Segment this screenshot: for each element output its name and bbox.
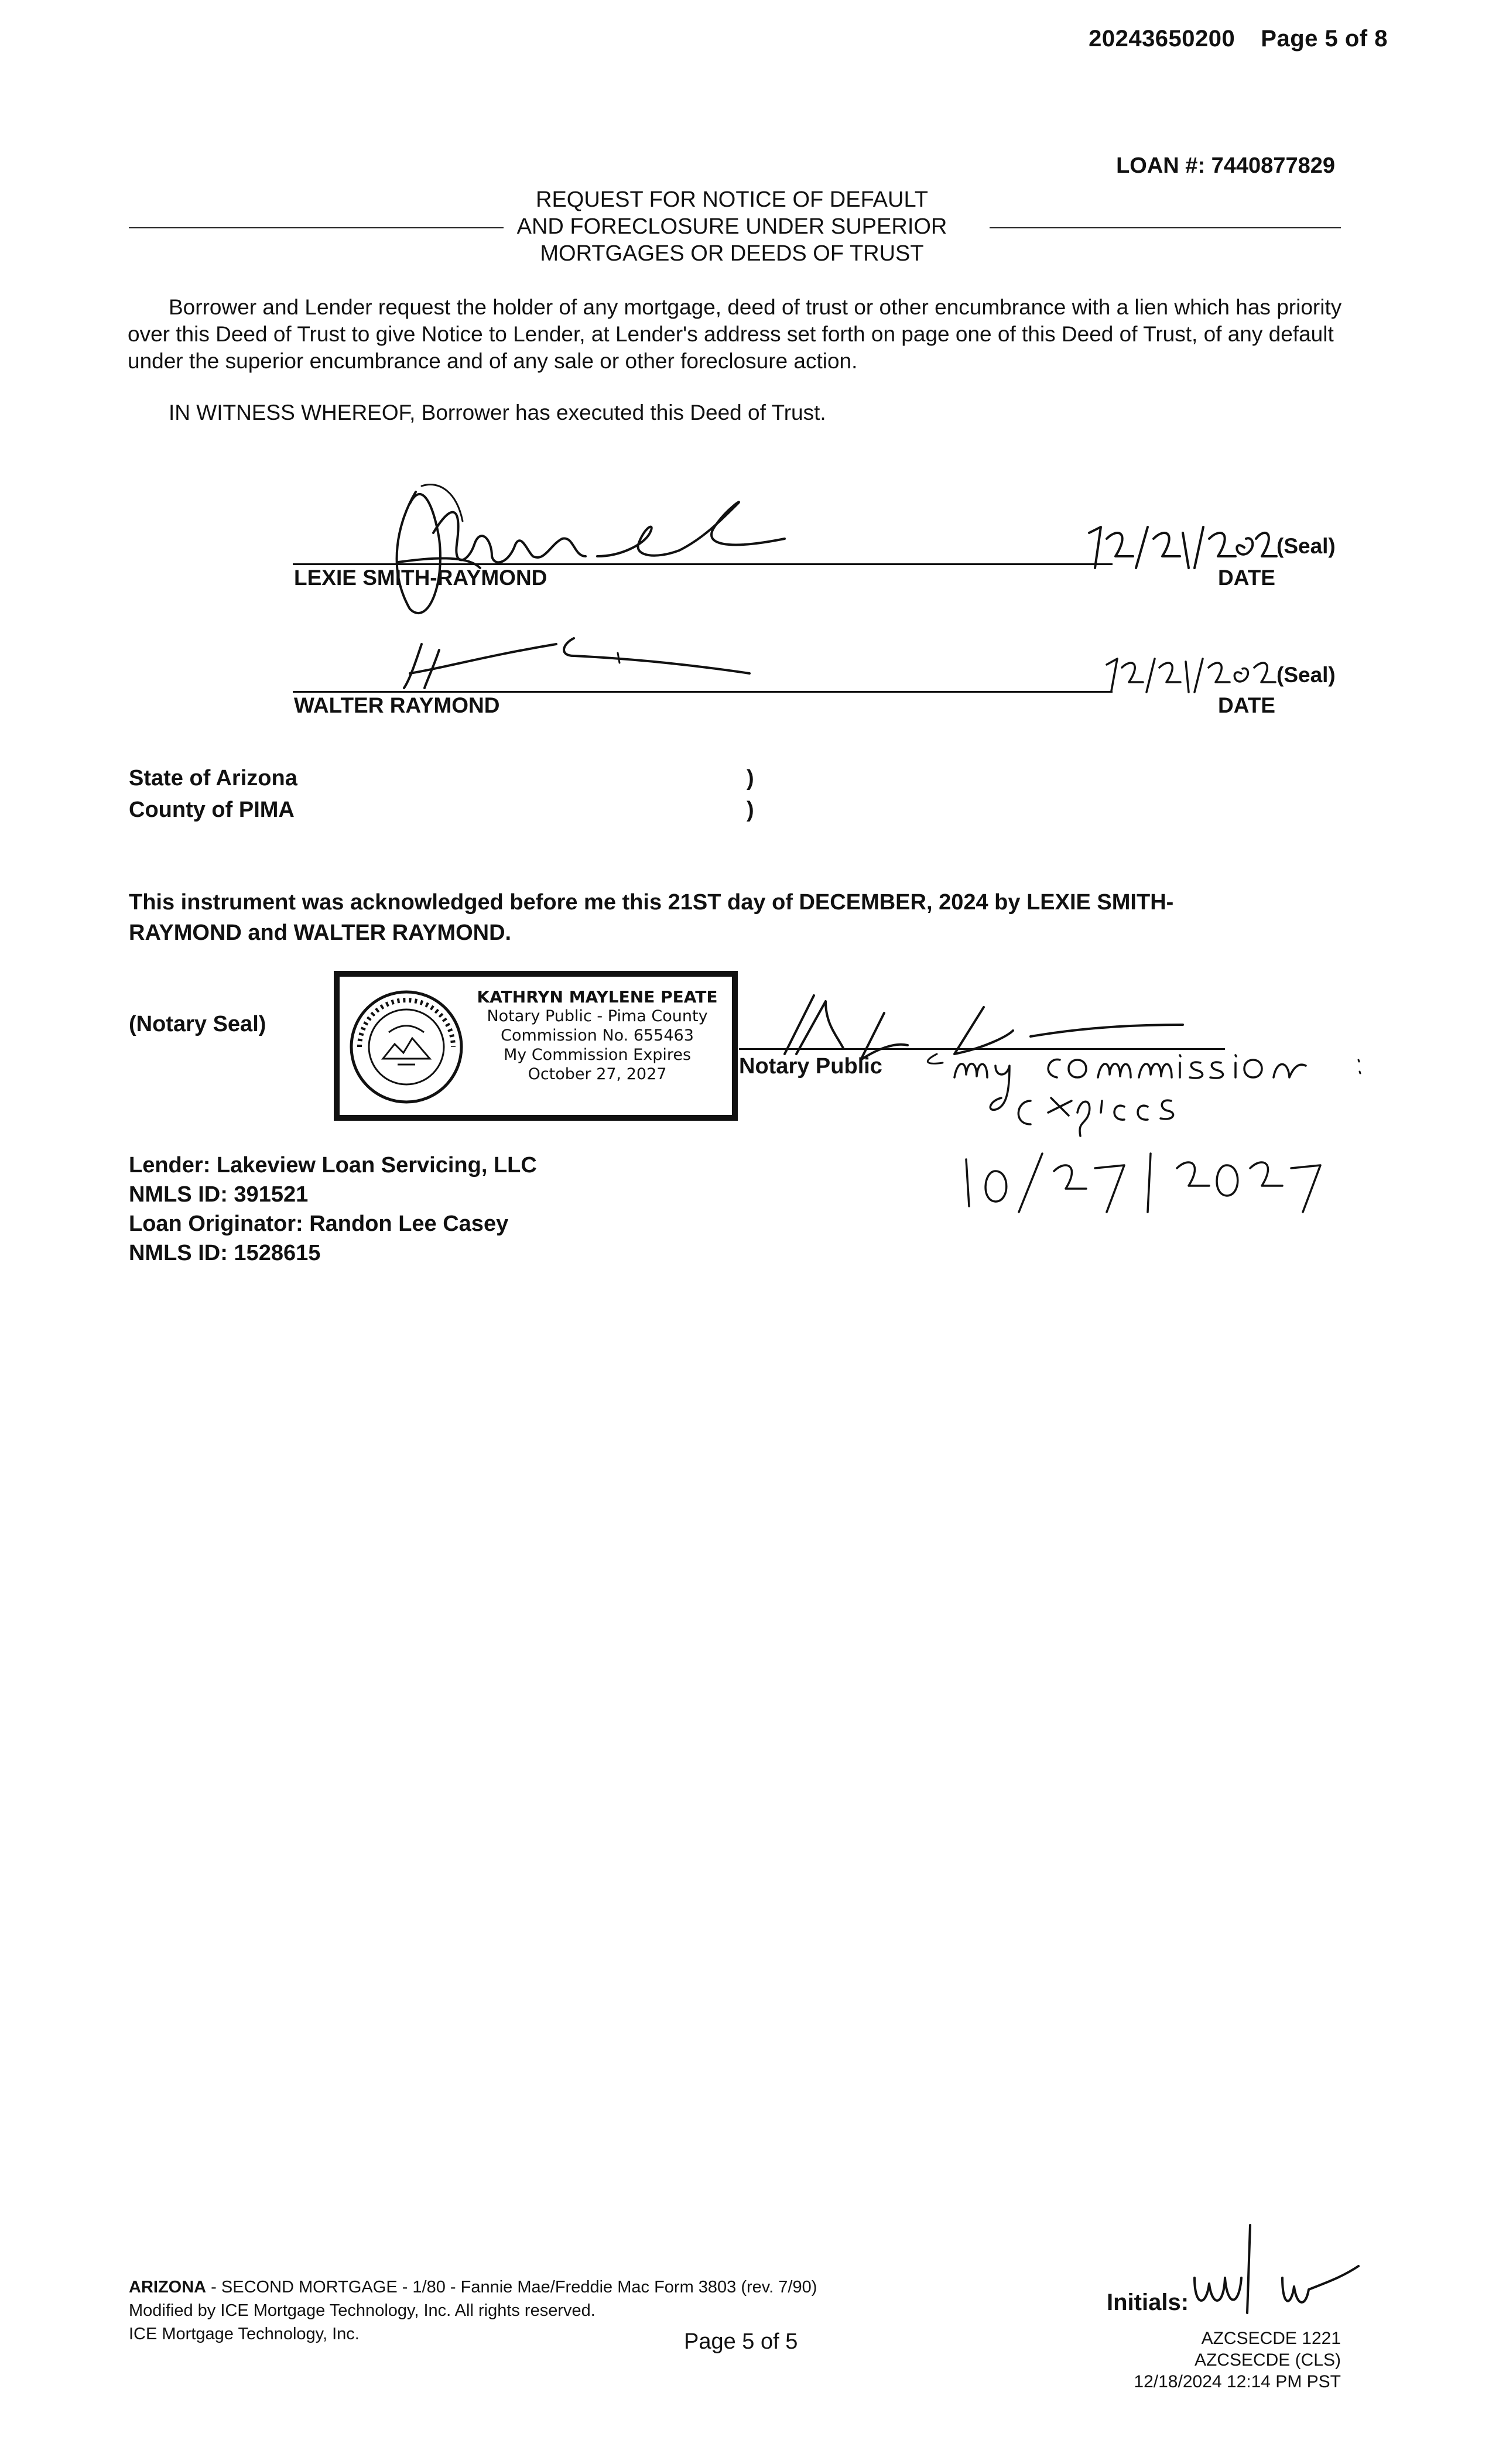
footer-codes <box>1134 2328 1341 2393</box>
footer-company: ICE Mortgage Technology, Inc. <box>129 2325 360 2343</box>
section-title <box>123 186 1341 267</box>
acknowledgment-line-2: RAYMOND and WALTER RAYMOND. <box>129 920 512 945</box>
notary-commission-number: Commission No. 655463 <box>501 1026 694 1045</box>
request-text: Borrower and Lender request the holder of any mortgage, deed of trust or other encumbrance with a lien which has priority over this Deed of Trust to give Notice to Lender, at Lender's address set forth on page one of this Deed of Trust, of any default under the superior encumbrance and of any sale or other foreclosure action. <box>128 295 1342 373</box>
date-label-1: DATE <box>1218 566 1275 590</box>
initials-label: Initials: <box>1107 2290 1189 2315</box>
title-rule-right <box>990 227 1341 228</box>
notary-seal-label: (Notary Seal) <box>129 1012 266 1036</box>
signer-name-1: LEXIE SMITH-RAYMOND <box>294 566 547 590</box>
page-indicator: Page 5 of 8 <box>1261 26 1388 52</box>
venue-parens <box>747 762 754 826</box>
lender-name: Lender: Lakeview Loan Servicing, LLC <box>129 1153 537 1178</box>
acknowledgment <box>129 887 1300 948</box>
document-header <box>1089 26 1388 52</box>
witness-paragraph: IN WITNESS WHEREOF, Borrower has executed this Deed of Trust. <box>169 401 826 425</box>
footer-code-2: AZCSECDE (CLS) <box>1194 2350 1341 2370</box>
handwritten-date-1 <box>1083 515 1276 574</box>
footer-form-title: - SECOND MORTGAGE - 1/80 - Fannie Mae/Freddie Mac Form 3803 (rev. 7/90) <box>206 2278 817 2297</box>
signature-walter-raymond <box>398 632 761 691</box>
signature-line-2 <box>293 691 1113 693</box>
acknowledgment-line-1: This instrument was acknowledged before me this 21ST day of DECEMBER, 2024 by LEXIE SMITH- <box>129 890 1174 915</box>
handwritten-date-2 <box>1101 650 1282 697</box>
signature-lexie-smith-raymond <box>375 468 796 621</box>
venue-paren-1: ) <box>747 766 754 790</box>
loan-number: LOAN #: 7440877829 <box>1116 153 1335 178</box>
notary-public-label: Notary Public <box>739 1054 882 1079</box>
lender-nmls: NMLS ID: 391521 <box>129 1182 309 1207</box>
handwritten-commission-note <box>949 1042 1370 1236</box>
title-line-2: AND FORECLOSURE UNDER SUPERIOR <box>516 214 947 239</box>
footer-code-1: AZCSECDE 1221 <box>1201 2329 1341 2348</box>
date-label-2: DATE <box>1218 693 1275 717</box>
footer-form-state: ARIZONA <box>129 2278 207 2297</box>
notary-name: KATHRYN MAYLENE PEATE <box>477 987 718 1007</box>
footer-modified: Modified by ICE Mortgage Technology, Inc. All rights reserved. <box>129 2301 596 2320</box>
venue-block <box>129 762 297 826</box>
notary-county: Notary Public - Pima County <box>487 1007 708 1025</box>
notary-stamp-text <box>468 987 726 1084</box>
title-line-1: REQUEST FOR NOTICE OF DEFAULT <box>536 187 928 212</box>
recording-number: 20243650200 <box>1089 26 1236 52</box>
venue-state: State of Arizona <box>129 766 297 790</box>
title-rule-left <box>129 227 504 228</box>
notary-stamp <box>334 971 738 1121</box>
request-paragraph <box>128 294 1351 375</box>
initials-handwritten <box>1189 2219 1364 2319</box>
venue-paren-2: ) <box>747 798 754 822</box>
seal-label-2: (Seal) <box>1276 663 1336 687</box>
title-line-3: MORTGAGES OR DEEDS OF TRUST <box>540 241 924 266</box>
lender-block <box>129 1151 537 1268</box>
loan-originator: Loan Originator: Randon Lee Casey <box>129 1212 509 1236</box>
originator-nmls: NMLS ID: 1528615 <box>129 1241 321 1265</box>
state-seal-icon <box>348 988 465 1106</box>
notary-expires-label: My Commission Expires <box>503 1046 692 1064</box>
footer-form-line <box>129 2275 817 2299</box>
notary-expires-date: October 27, 2027 <box>528 1065 667 1083</box>
signer-name-2: WALTER RAYMOND <box>294 693 500 717</box>
footer-timestamp: 12/18/2024 12:14 PM PST <box>1134 2372 1341 2391</box>
seal-label-1: (Seal) <box>1276 534 1336 558</box>
venue-county: County of PIMA <box>129 798 295 822</box>
footer-page-number: Page 5 of 5 <box>684 2329 798 2354</box>
